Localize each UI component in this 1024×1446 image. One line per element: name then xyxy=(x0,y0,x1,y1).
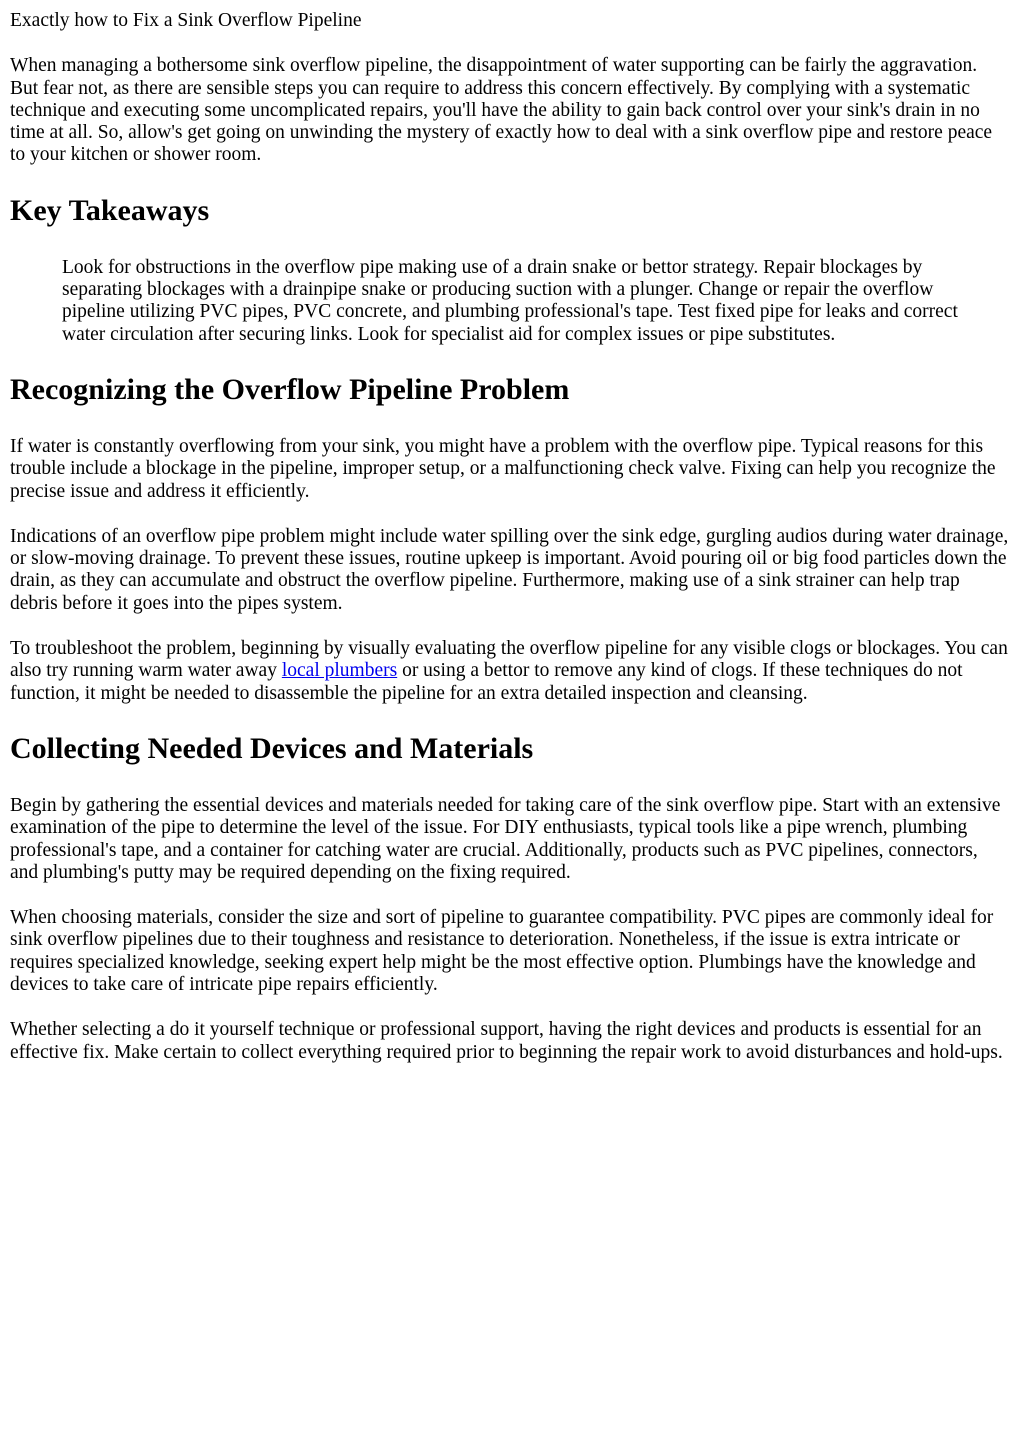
intro-paragraph: When managing a bothersome sink overflow pipeline, the disappointment of water supporting can be fairly the aggravation. But fear not, as there are sensible steps you can require to address this concern effectively. By complying with a systematic technique and executing some uncomplicated repairs, you'll have the ability to gain back control over your sink's drain in no time at all. So, allow's get going on unwinding the mystery of exactly how to deal with a sink overflow pipe and restore peace to your kitchen or shower room. xyxy=(10,55,993,166)
heading-key-takeaways: Key Takeaways xyxy=(10,193,210,227)
local-plumbers-link[interactable]: local plumbers xyxy=(281,660,398,682)
key-takeaways-blockquote: Look for obstructions in the overflow pipe making use of a drain snake or bettor strategy. Repair blockages by separating blockages with a drainpipe snake or producing suction with a plunger. Change or repair the overflow pipeline utilizing PVC pipes, PVC concrete, and plumbing professional's tape. Test fixed pipe for leaks and correct water circulation after securing links. Look for specialist aid for complex issues or pipe substitutes. xyxy=(62,256,958,345)
recognizing-paragraph-1: If water is constantly overflowing from your sink, you might have a problem with the overflow pipe. Typical reasons for this trouble include a blockage in the pipeline, improper setup, or a malfunctioning check valve. Fixing can help you recognize the precise issue and address it efficiently. xyxy=(10,435,996,502)
recognizing-paragraph-3 xyxy=(10,638,1010,705)
collecting-paragraph-3: Whether selecting a do it yourself technique or professional support, having the right devices and products is essential for an effective fix. Make certain to collect everything required prior to beginning the repair work to avoid disturbances and hold-ups. xyxy=(10,1019,1003,1063)
troubleshoot-text-before-link: To troubleshoot the problem, beginning by visually evaluating the overflow pipeline for any visible clogs or blockages. You can also try running warm water away xyxy=(10,638,1008,682)
page-title: Exactly how to Fix a Sink Overflow Pipeline xyxy=(10,10,362,31)
collecting-paragraph-1: Begin by gathering the essential devices and materials needed for taking care of the sink overflow pipe. Start with an extensive examination of the pipe to determine the level of the issue. For DIY enthusiasts, typical tools like a pipe wrench, plumbing professional's tape, and a container for catching water are crucial. Additionally, products such as PVC pipelines, connectors, and plumbing's putty may be required depending on the fixing required. xyxy=(10,794,1001,883)
heading-recognizing-problem: Recognizing the Overflow Pipeline Problem xyxy=(10,372,570,406)
troubleshoot-text-after-link: or using a bettor to remove any kind of clogs. If these techniques do not function, it might be needed to disassemble the pipeline for an extra detailed inspection and cleansing. xyxy=(10,660,963,704)
recognizing-paragraph-2: Indications of an overflow pipe problem might include water spilling over the sink edge, gurgling audios during water drainage, or slow-moving drainage. To prevent these issues, routine upkeep is important. Avoid pouring oil or big food particles down the drain, as they can accumulate and obstruct the overflow pipeline. Furthermore, making use of a sink strainer can help trap debris before it goes into the pipes system. xyxy=(10,525,1009,614)
collecting-paragraph-2: When choosing materials, consider the size and sort of pipeline to guarantee compatibility. PVC pipes are commonly ideal for sink overflow pipelines due to their toughness and resistance to deterioration. Nonetheless, if the issue is extra intricate or requires specialized knowledge, seeking expert help might be the most effective option. Plumbings have the knowledge and devices to take care of intricate pipe repairs efficiently. xyxy=(10,907,994,996)
heading-collecting-devices: Collecting Needed Devices and Materials xyxy=(10,731,534,765)
